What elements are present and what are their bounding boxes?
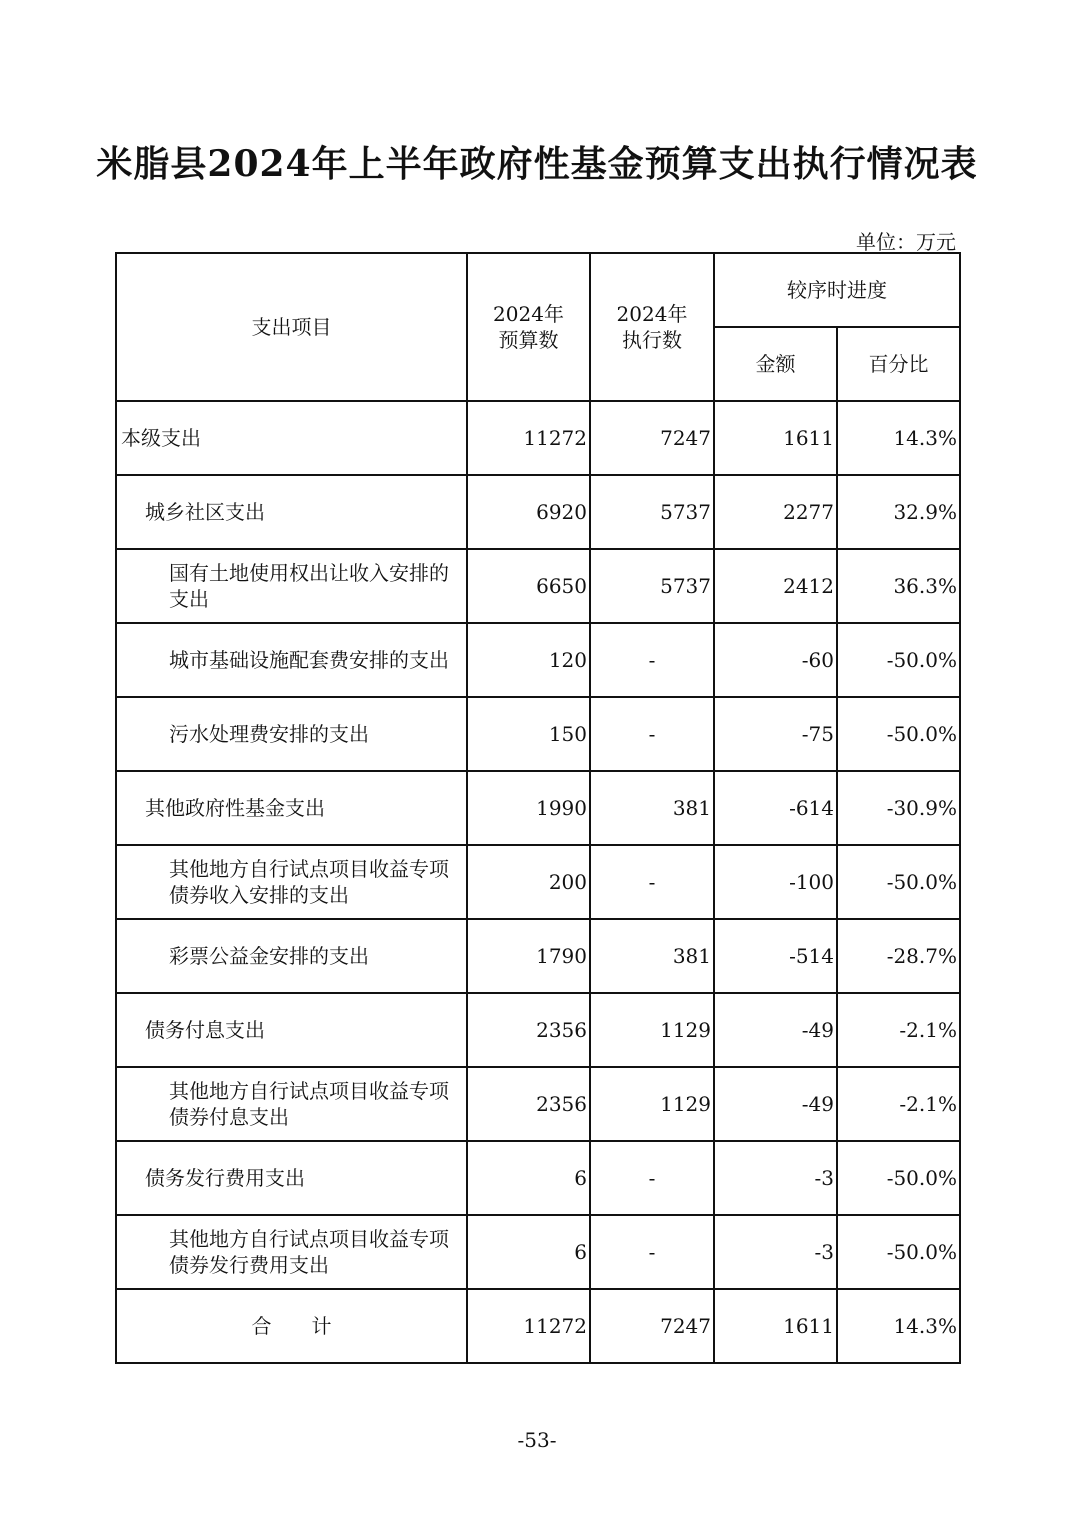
- budget-table: [115, 252, 961, 1364]
- row-amount: 2277: [714, 475, 837, 549]
- row-label: 彩票公益金安排的支出: [116, 919, 467, 993]
- table-row: [116, 697, 960, 771]
- header-budget-line2: 预算数: [498, 328, 559, 352]
- table-row: [116, 623, 960, 697]
- row-label: 其他地方自行试点项目收益专项债券收入安排的支出: [116, 845, 467, 919]
- row-budget: 1990: [467, 771, 590, 845]
- page-number: -53-: [517, 1428, 557, 1452]
- row-exec: -: [590, 1141, 714, 1215]
- table-row: [116, 919, 960, 993]
- row-budget: 200: [467, 845, 590, 919]
- row-label: 其他地方自行试点项目收益专项债券发行费用支出: [116, 1215, 467, 1289]
- row-budget: 6920: [467, 475, 590, 549]
- row-exec: 381: [590, 771, 714, 845]
- total-amount: 1611: [714, 1289, 837, 1363]
- row-amount: -100: [714, 845, 837, 919]
- row-amount: 1611: [714, 401, 837, 475]
- row-percent: -30.9%: [837, 771, 960, 845]
- row-amount: 2412: [714, 549, 837, 623]
- row-percent: -50.0%: [837, 697, 960, 771]
- row-budget: 6: [467, 1141, 590, 1215]
- row-exec: 7247: [590, 401, 714, 475]
- total-label-a: 合: [251, 1314, 272, 1338]
- row-amount: -614: [714, 771, 837, 845]
- table-row: [116, 845, 960, 919]
- row-label: 债务发行费用支出: [116, 1141, 467, 1215]
- row-percent: -50.0%: [837, 623, 960, 697]
- row-exec: 1129: [590, 993, 714, 1067]
- row-percent: -50.0%: [837, 1215, 960, 1289]
- total-percent: 14.3%: [837, 1289, 960, 1363]
- table-row: [116, 771, 960, 845]
- row-budget: 150: [467, 697, 590, 771]
- row-amount: -75: [714, 697, 837, 771]
- table-row: [116, 1067, 960, 1141]
- row-amount: -60: [714, 623, 837, 697]
- row-exec: -: [590, 845, 714, 919]
- header-item: 支出项目: [116, 253, 467, 401]
- row-exec: 381: [590, 919, 714, 993]
- header-percent: 百分比: [837, 327, 960, 401]
- row-amount: -3: [714, 1215, 837, 1289]
- row-percent: 32.9%: [837, 475, 960, 549]
- row-percent: -2.1%: [837, 993, 960, 1067]
- row-budget: 11272: [467, 401, 590, 475]
- row-label: 其他地方自行试点项目收益专项债券付息支出: [116, 1067, 467, 1141]
- table-row: [116, 549, 960, 623]
- total-label: [116, 1289, 467, 1363]
- row-label: 国有土地使用权出让收入安排的支出: [116, 549, 467, 623]
- row-exec: 5737: [590, 549, 714, 623]
- row-label: 其他政府性基金支出: [116, 771, 467, 845]
- table-row: [116, 1141, 960, 1215]
- header-budget-line1: 2024年: [493, 302, 564, 326]
- row-budget: 120: [467, 623, 590, 697]
- row-label: 本级支出: [116, 401, 467, 475]
- header-budget: [467, 253, 590, 401]
- header-progress: 较序时进度: [714, 253, 960, 327]
- page-title: 米脂县2024年上半年政府性基金预算支出执行情况表: [96, 143, 978, 185]
- row-percent: 36.3%: [837, 549, 960, 623]
- row-amount: -49: [714, 1067, 837, 1141]
- row-budget: 2356: [467, 1067, 590, 1141]
- table-row: [116, 993, 960, 1067]
- total-row: [116, 1289, 960, 1363]
- row-amount: -514: [714, 919, 837, 993]
- row-percent: -50.0%: [837, 1141, 960, 1215]
- table-row: [116, 475, 960, 549]
- total-label-b: 计: [311, 1314, 332, 1338]
- row-amount: -49: [714, 993, 837, 1067]
- row-percent: -2.1%: [837, 1067, 960, 1141]
- row-budget: 2356: [467, 993, 590, 1067]
- row-exec: -: [590, 697, 714, 771]
- row-exec: -: [590, 1215, 714, 1289]
- row-label: 污水处理费安排的支出: [116, 697, 467, 771]
- row-label: 城乡社区支出: [116, 475, 467, 549]
- row-exec: 5737: [590, 475, 714, 549]
- total-budget: 11272: [467, 1289, 590, 1363]
- total-exec: 7247: [590, 1289, 714, 1363]
- header-exec-line1: 2024年: [616, 302, 688, 326]
- row-budget: 6: [467, 1215, 590, 1289]
- row-percent: -50.0%: [837, 845, 960, 919]
- row-exec: -: [590, 623, 714, 697]
- row-budget: 1790: [467, 919, 590, 993]
- row-budget: 6650: [467, 549, 590, 623]
- unit-label: 单位：万元: [856, 230, 956, 254]
- row-label: 城市基础设施配套费安排的支出: [116, 623, 467, 697]
- row-amount: -3: [714, 1141, 837, 1215]
- table-body: [116, 401, 960, 1289]
- table-row: [116, 1215, 960, 1289]
- header-exec-line2: 执行数: [622, 328, 682, 352]
- row-percent: 14.3%: [837, 401, 960, 475]
- row-label: 债务付息支出: [116, 993, 467, 1067]
- table-row: [116, 401, 960, 475]
- header-amount: 金额: [714, 327, 837, 401]
- row-percent: -28.7%: [837, 919, 960, 993]
- row-exec: 1129: [590, 1067, 714, 1141]
- header-exec: [590, 253, 714, 401]
